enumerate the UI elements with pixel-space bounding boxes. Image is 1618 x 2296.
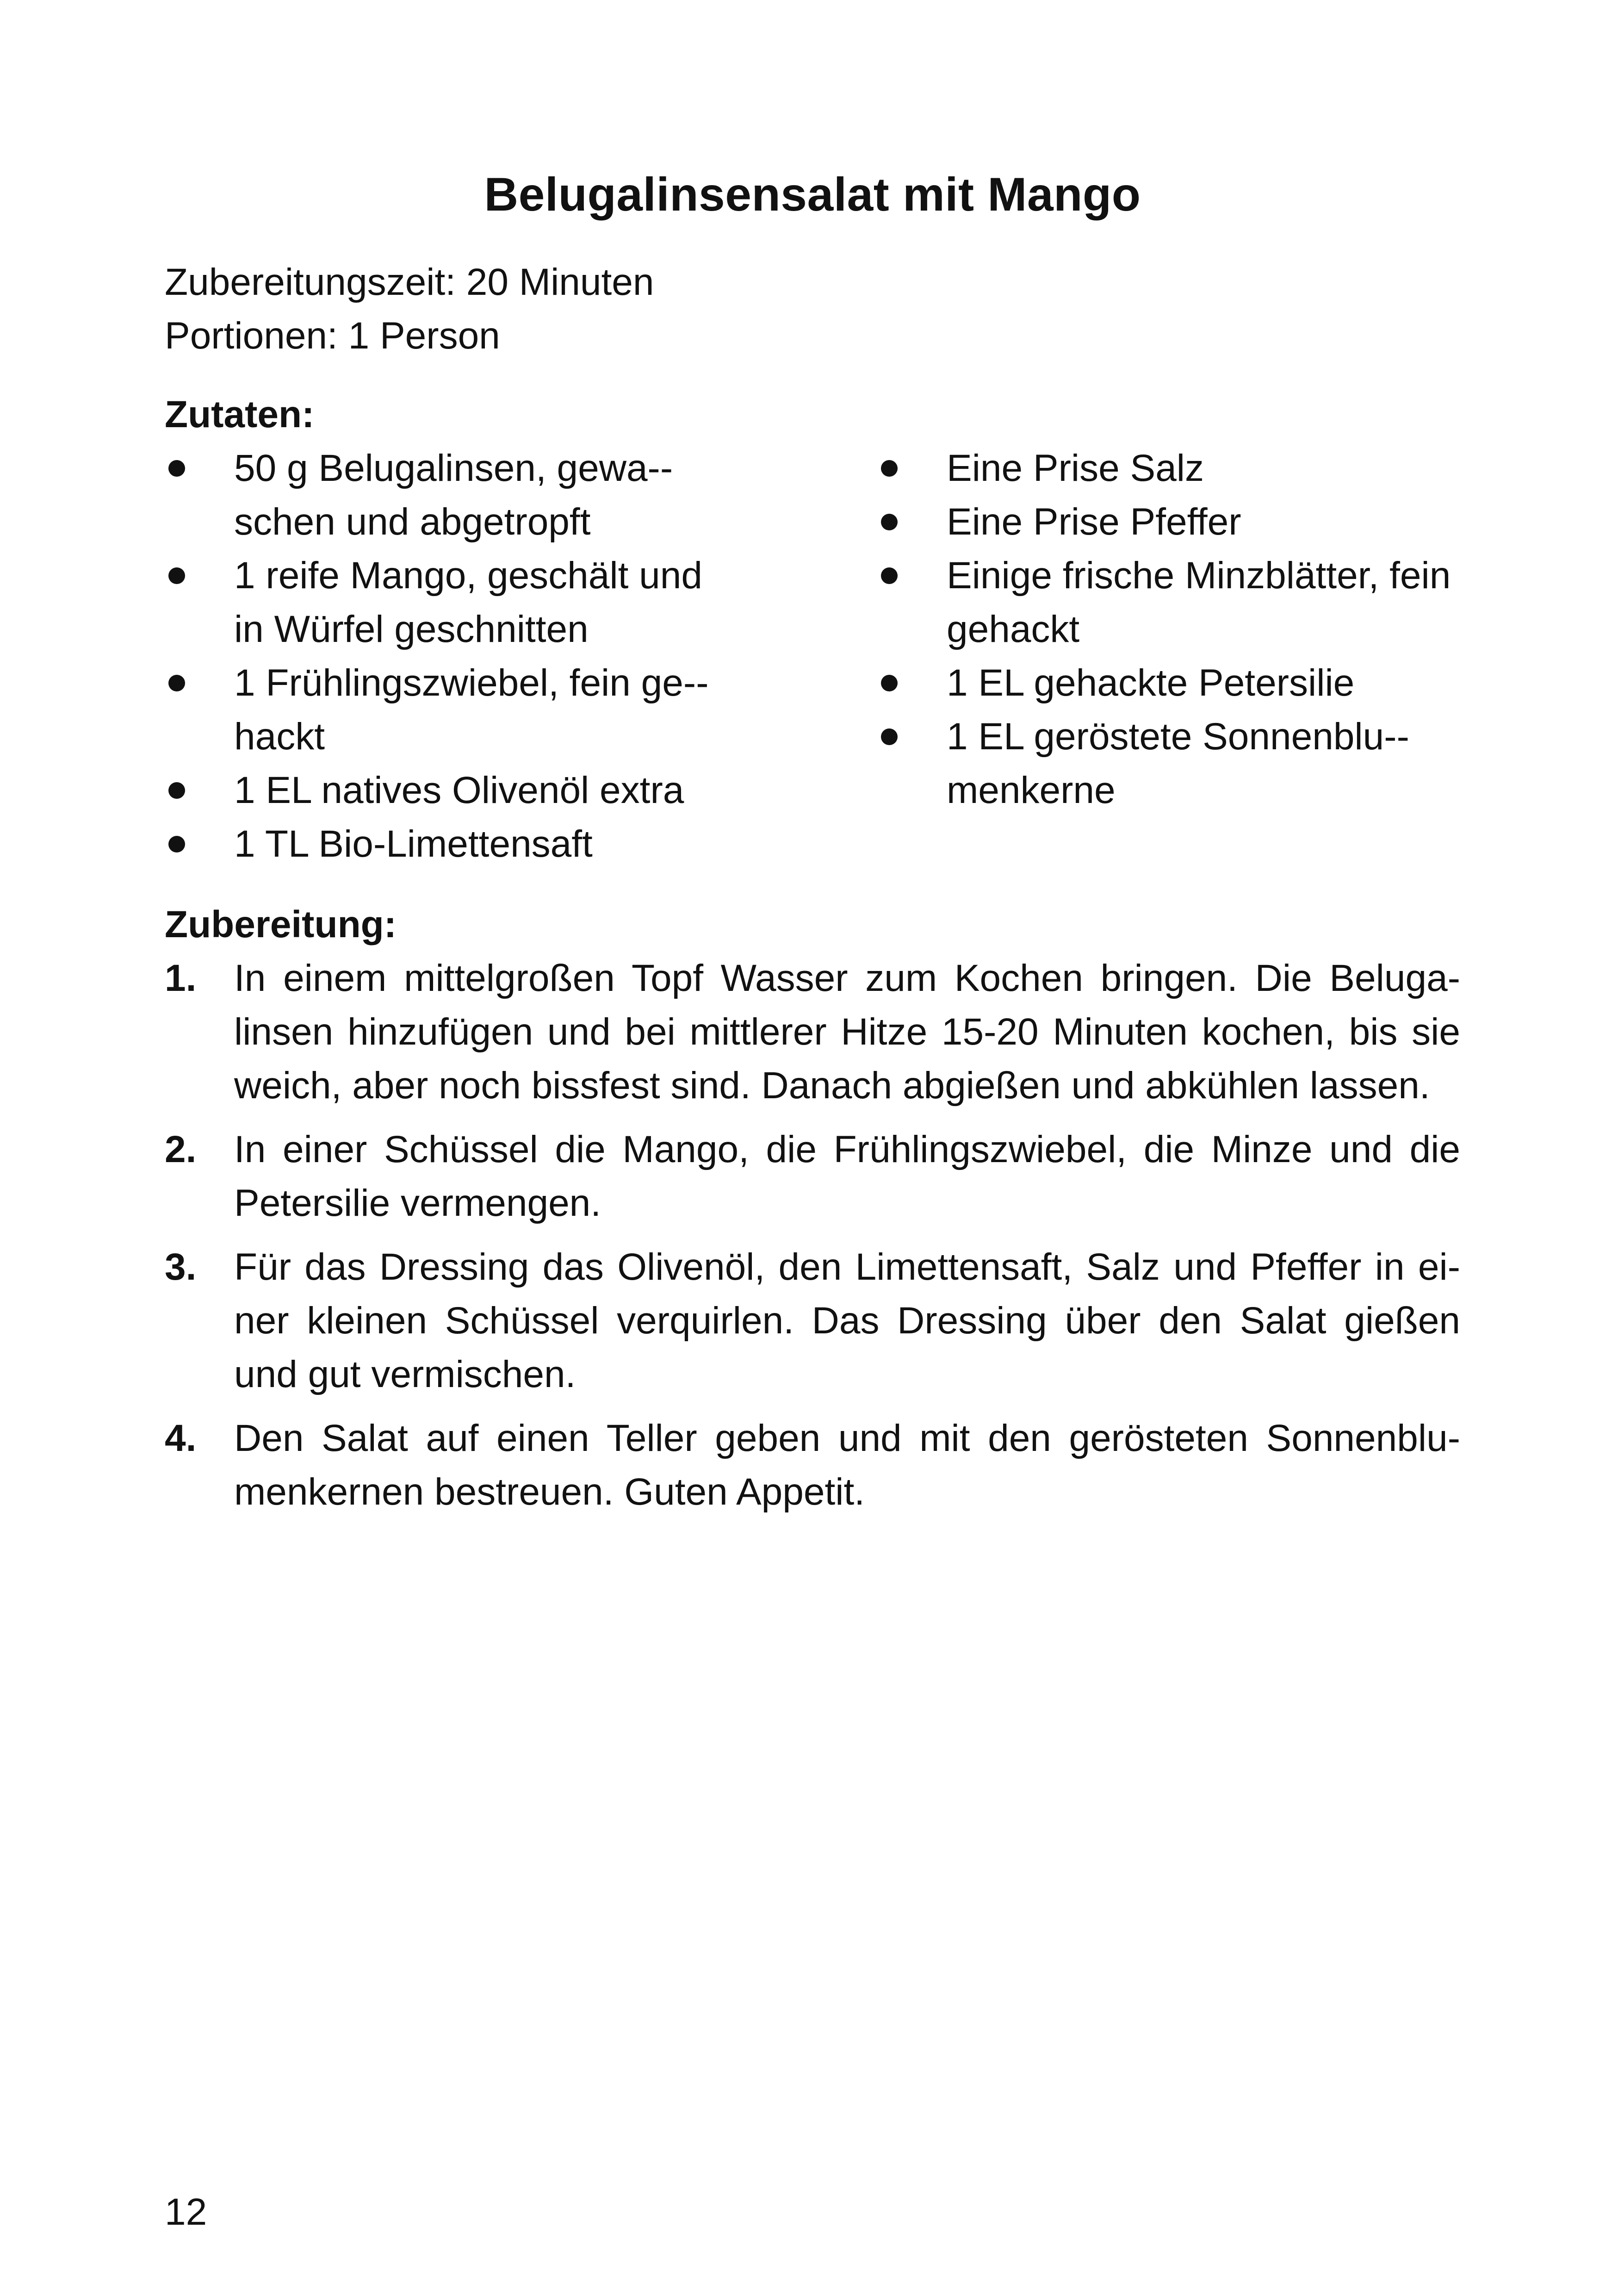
bullet-icon bbox=[168, 836, 185, 852]
ingredient-item bbox=[165, 656, 734, 764]
step-number: 4. bbox=[165, 1417, 197, 1459]
ingredient-item bbox=[165, 442, 734, 549]
portions: Portionen: 1 Person bbox=[165, 315, 500, 357]
ingredient-text: 1 EL geröstete Sonnenblu-menkerne bbox=[947, 716, 1409, 811]
page-number: 12 bbox=[165, 2191, 207, 2233]
bullet-icon bbox=[168, 675, 185, 691]
bullet-icon bbox=[881, 514, 898, 530]
ingredient-text: 1 EL gehackte Petersilie bbox=[947, 662, 1355, 704]
preparation-heading: Zubereitung: bbox=[165, 903, 397, 946]
step-text: In einer Schüssel die Mango, die Frühlingszwiebel, die Minze und die Petersilie vermengen. bbox=[234, 1128, 1460, 1224]
bullet-icon bbox=[881, 460, 898, 477]
bullet-icon bbox=[168, 567, 185, 584]
prep-time: Zubereitungszeit: 20 Minuten bbox=[165, 261, 654, 303]
ingredient-item bbox=[877, 710, 1465, 817]
recipe-title: Belugalinsensalat mit Mango bbox=[484, 168, 1141, 221]
ingredient-text: Eine Prise Pfeffer bbox=[947, 501, 1241, 543]
ingredient-text: Eine Prise Salz bbox=[947, 447, 1204, 489]
bullet-icon bbox=[881, 728, 898, 745]
ingredient-item bbox=[877, 549, 1465, 656]
step-item bbox=[165, 952, 1460, 1113]
bullet-icon bbox=[168, 782, 185, 799]
recipe-meta bbox=[165, 255, 654, 363]
bullet-icon bbox=[168, 460, 185, 477]
preparation-steps bbox=[165, 952, 1460, 1529]
ingredient-item bbox=[165, 817, 734, 871]
ingredient-item bbox=[165, 764, 734, 817]
step-item bbox=[165, 1240, 1460, 1401]
ingredient-text: 1 TL Bio-Limettensaft bbox=[234, 823, 593, 865]
bullet-icon bbox=[881, 675, 898, 691]
step-number: 2. bbox=[165, 1128, 197, 1170]
bullet-icon bbox=[881, 567, 898, 584]
recipe-page bbox=[165, 0, 1460, 2296]
ingredient-text: 1 EL natives Olivenöl extra bbox=[234, 769, 684, 811]
ingredients-list-left bbox=[165, 442, 734, 871]
ingredient-item bbox=[877, 656, 1465, 710]
ingredient-item bbox=[165, 549, 734, 656]
ingredient-item bbox=[877, 442, 1465, 495]
step-item bbox=[165, 1123, 1460, 1230]
ingredient-item bbox=[877, 495, 1465, 549]
ingredients-list-right bbox=[877, 442, 1465, 817]
ingredient-text: 1 Frühlingszwiebel, fein ge-hackt bbox=[234, 662, 709, 758]
step-item bbox=[165, 1412, 1460, 1519]
ingredient-text: 50 g Belugalinsen, gewa-schen und abgetropft bbox=[234, 447, 673, 543]
step-text: Für das Dressing das Olivenöl, den Limettensaft, Salz und Pfeffer in einer kleinen Schüssel verquirlen. Das Dressing über den Salat gießen und gut vermischen. bbox=[234, 1246, 1460, 1395]
ingredients-heading: Zutaten: bbox=[165, 393, 315, 436]
step-text: Den Salat auf einen Teller geben und mit den gerösteten Sonnenblumenkernen bestreuen. Guten Appetit. bbox=[234, 1417, 1460, 1513]
ingredient-text: 1 reife Mango, geschält und in Würfel geschnitten bbox=[234, 554, 702, 650]
ingredient-text: Einige frische Minzblätter, fein gehackt bbox=[947, 554, 1451, 650]
step-text: In einem mittelgroßen Topf Wasser zum Kochen bringen. Die Belugalinsen hinzufügen und bei mittlerer Hitze 15-20 Minuten kochen, bis sie weich, aber noch bissfest sind. Danach abgießen und abkühlen lassen. bbox=[234, 957, 1460, 1107]
step-number: 3. bbox=[165, 1246, 197, 1288]
step-number: 1. bbox=[165, 957, 197, 999]
